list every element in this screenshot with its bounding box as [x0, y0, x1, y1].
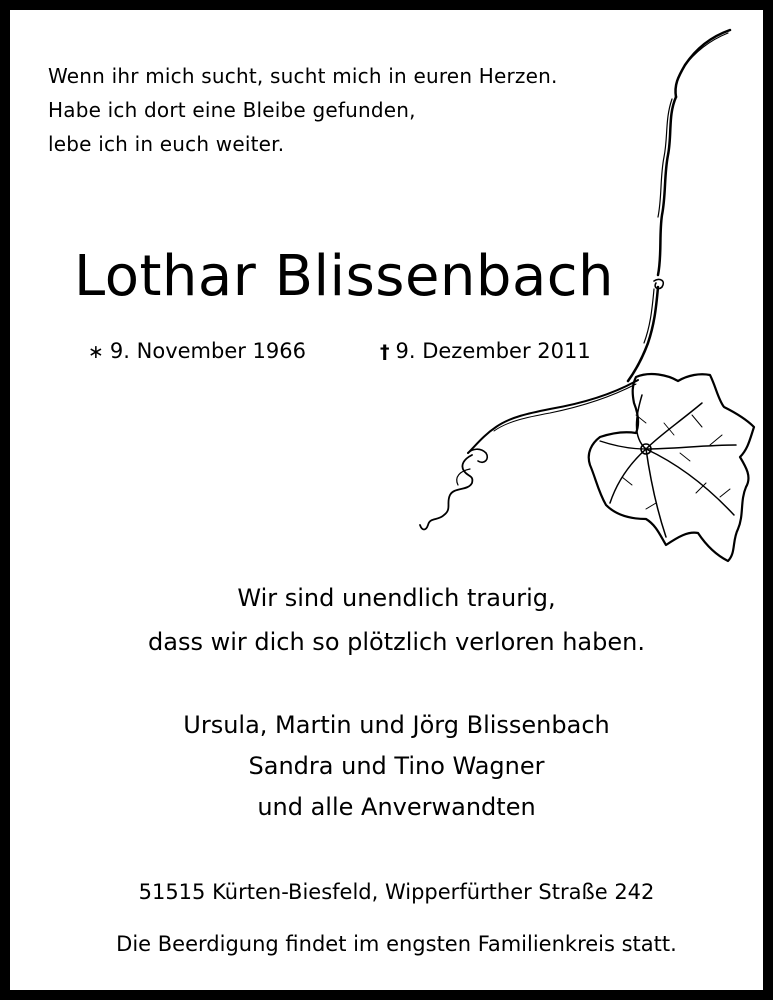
mourners-list: [20, 705, 773, 828]
quote-line: Habe ich dort eine Bleibe gefunden,: [48, 98, 416, 122]
birth-date: 9. November 1966: [109, 339, 306, 363]
death-date-line: [380, 337, 591, 366]
quote-line: Wenn ihr mich sucht, sucht mich in euren Herzen.: [48, 64, 558, 88]
funeral-note: Die Beerdigung findet im engsten Familienkreis statt.: [116, 932, 677, 956]
mourner-line: und alle Anverwandten: [257, 793, 536, 821]
birth-date-line: [88, 337, 306, 366]
mourner-line: Sandra und Tino Wagner: [248, 752, 545, 780]
sorrow-line: dass wir dich so plötzlich verloren haben.: [148, 628, 645, 656]
family-address: 51515 Kürten-Biesfeld, Wipperfürther Straße 242: [138, 880, 655, 904]
sorrow-message: [20, 576, 773, 664]
mourner-line: Ursula, Martin und Jörg Blissenbach: [183, 711, 610, 739]
birth-star-icon: ∗: [88, 341, 104, 363]
deceased-name: Lothar Blissenbach: [74, 244, 615, 309]
sorrow-line: Wir sind unendlich traurig,: [237, 584, 556, 612]
quote-line: lebe ich in euch weiter.: [48, 132, 285, 156]
death-date: 9. Dezember 2011: [395, 339, 591, 363]
death-cross-icon: †: [380, 341, 390, 363]
